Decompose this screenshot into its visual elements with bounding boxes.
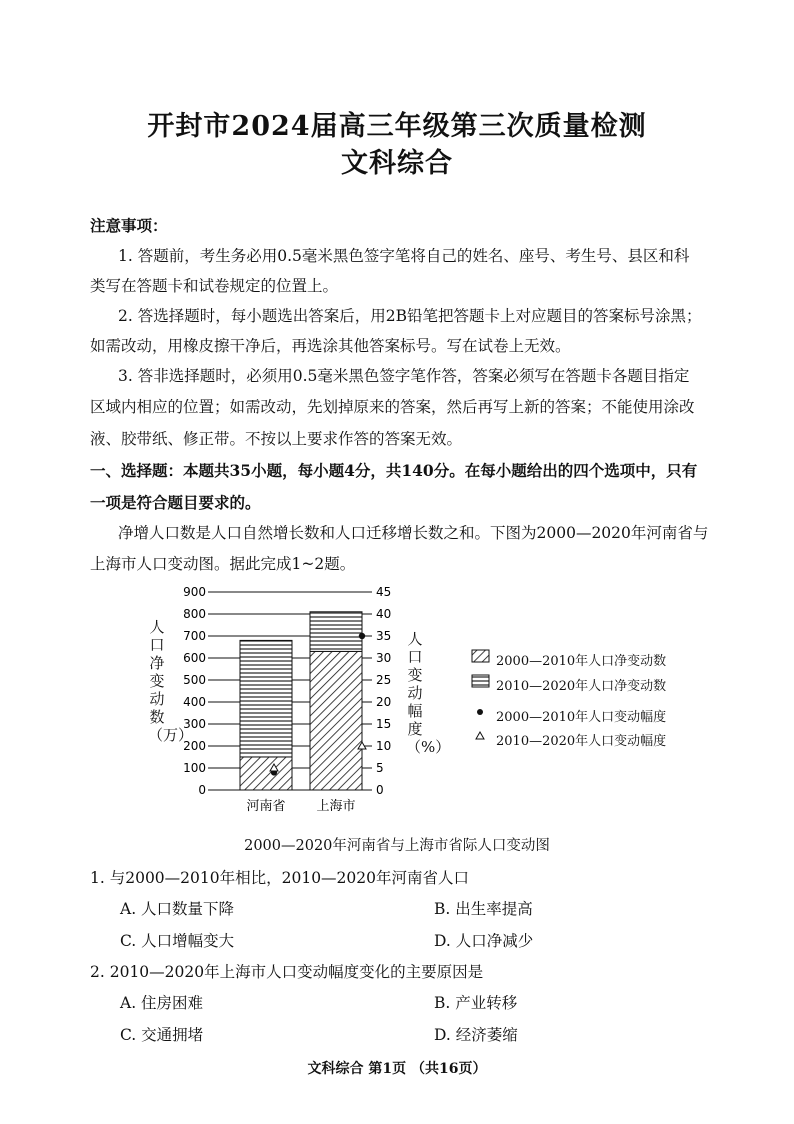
y-tick-label-left: 600 — [183, 651, 206, 665]
y-tick-label-right: 45 — [376, 585, 392, 599]
y-tick-label-left: 900 — [183, 585, 206, 599]
legend-swatch-dot — [477, 709, 483, 715]
legend-label-2: 2010—2020年人口净变动数 — [496, 679, 667, 694]
bar-2010-2020 — [310, 612, 362, 652]
question-1-stem: 1. 与2000—2010年相比，2010—2020年河南省人口 — [90, 869, 470, 887]
legend-label-1: 2000—2010年人口净变动数 — [496, 654, 667, 669]
y-axis-right-title: 人口变动幅度（%） — [406, 630, 451, 756]
exam-title: 开封市2024届高三年级第三次质量检测 — [147, 111, 647, 142]
y-tick-label-left: 400 — [183, 695, 206, 709]
page-footer: 文科综合 第1页 （共16页） — [307, 1061, 487, 1077]
section-heading-line-1: 一、选择题：本题共35小题，每小题4分，共140分。在每小题给出的四个选项中，只有 — [90, 461, 698, 480]
y-tick-label-left: 100 — [183, 761, 206, 775]
legend-swatch-striped — [472, 675, 489, 687]
chart-caption: 2000—2020年河南省与上海市省际人口变动图 — [244, 838, 550, 854]
y-tick-label-right: 25 — [376, 673, 392, 687]
question-2-option-b: B. 产业转移 — [434, 994, 518, 1012]
question-2-stem: 2. 2010—2020年上海市人口变动幅度变化的主要原因是 — [90, 963, 484, 981]
question-2-option-c: C. 交通拥堵 — [120, 1026, 204, 1044]
question-2-option-d: D. 经济萎缩 — [434, 1026, 518, 1044]
notice-item-2-line-1: 2. 答选择题时，每小题选出答案后，用2B铅笔把答题卡上对应题目的答案标号涂黑； — [118, 307, 702, 325]
question-1-option-a: A. 人口数量下降 — [120, 900, 235, 918]
notice-item-3-line-3: 液、胶带纸、修正带。不按以上要求作答的答案无效。 — [90, 430, 463, 448]
bar-2000-2010 — [310, 651, 362, 790]
notice-item-3-line-1: 3. 答非选择题时，必须用0.5毫米黑色签字笔作答，答案必须写在答题卡各题目指定 — [118, 367, 690, 385]
legend-label-4: 2010—2020年人口变动幅度 — [496, 734, 667, 749]
y-tick-label-right: 10 — [376, 739, 392, 753]
y-tick-label-right: 20 — [376, 695, 392, 709]
y-tick-label-right: 0 — [376, 783, 384, 797]
y-tick-label-left: 800 — [183, 607, 206, 621]
y-tick-label-right: 40 — [376, 607, 392, 621]
legend-swatch-triangle — [476, 732, 484, 739]
question-1-option-c: C. 人口增幅变大 — [120, 932, 235, 950]
question-1-option-b: B. 出生率提高 — [434, 900, 533, 918]
question-2-option-a: A. 住房困难 — [120, 994, 204, 1012]
notice-item-3-line-2: 区域内相应的位置；如需改动，先划掉原来的答案，然后再写上新的答案；不能使用涂改 — [90, 398, 695, 416]
legend-swatch-hatched — [472, 650, 489, 662]
y-axis-left-title: 人口净变动数（万） — [148, 618, 194, 744]
notice-item-1-line-1: 1. 答题前，考生务必用0.5毫米黑色签字笔将自己的姓名、座号、考生号、县区和科 — [118, 247, 690, 265]
y-tick-label-right: 30 — [376, 651, 392, 665]
section-intro-line-2: 上海市人口变动图。据此完成1~2题。 — [90, 555, 356, 573]
exam-subtitle: 文科综合 — [341, 148, 453, 179]
y-tick-label-left: 300 — [183, 717, 206, 731]
x-category-label: 上海市 — [316, 799, 356, 814]
y-tick-label-left: 200 — [183, 739, 206, 753]
notice-item-2-line-2: 如需改动，用橡皮擦干净后，再选涂其他答案标号。写在试卷上无效。 — [90, 337, 571, 355]
y-tick-label-right: 15 — [376, 717, 392, 731]
section-heading-line-2: 一项是符合题目要求的。 — [90, 493, 261, 512]
bar-2000-2010 — [240, 757, 292, 790]
y-tick-label-right: 35 — [376, 629, 392, 643]
chart-plot — [140, 580, 660, 830]
y-tick-label-left: 700 — [183, 629, 206, 643]
question-1-option-d: D. 人口净减少 — [434, 932, 534, 950]
legend-label-3: 2000—2010年人口变动幅度 — [496, 710, 667, 725]
x-category-label: 河南省 — [246, 799, 286, 814]
section-intro-line-1: 净增人口数是人口自然增长数和人口迁移增长数之和。下图为2000—2020年河南省与 — [118, 524, 709, 542]
dot-marker — [359, 633, 365, 639]
y-tick-label-left: 0 — [198, 783, 206, 797]
legend-swatches — [470, 648, 490, 798]
y-tick-label-left: 500 — [183, 673, 206, 687]
notice-item-1-line-2: 类写在答题卡和试卷规定的位置上。 — [90, 277, 339, 295]
bar-2010-2020 — [240, 640, 292, 757]
y-tick-label-right: 5 — [376, 761, 384, 775]
notice-heading: 注意事项： — [90, 216, 168, 235]
